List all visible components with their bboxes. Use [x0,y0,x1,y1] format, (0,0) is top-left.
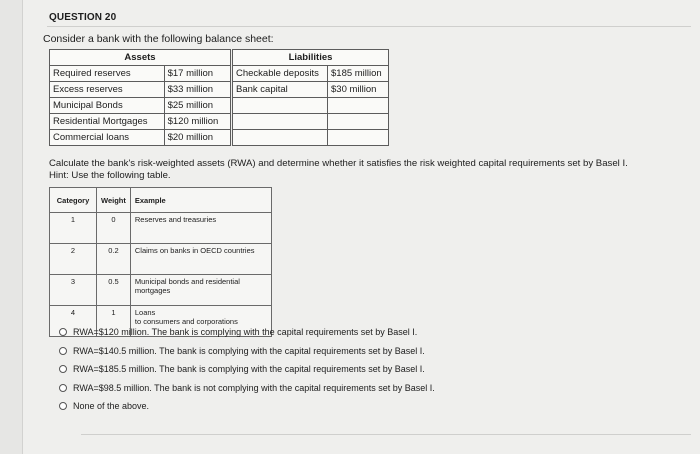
column-header: Category [50,188,97,213]
asset-label: Municipal Bonds [50,98,165,114]
liability-label: Bank capital [233,82,328,98]
radio-button[interactable] [59,384,67,392]
choice-label: RWA=$98.5 million. The bank is not complying with the capital requirements set by Basel I. [73,382,435,393]
table-row [50,275,272,306]
asset-value: $33 million [164,82,230,98]
choice-label: RWA=$120 million. The bank is complying with the capital requirements set by Basel I. [73,327,418,338]
risk-weight-table [49,187,272,337]
answer-choice-5[interactable] [59,397,435,416]
radio-button[interactable] [59,328,67,336]
weight-cell: 0.2 [97,244,131,275]
radio-button[interactable] [59,347,67,355]
table-row [50,66,231,82]
table-row [233,82,389,98]
category-cell: 3 [50,275,97,306]
answer-choices [59,323,435,416]
liabilities-header: Liabilities [233,50,389,66]
table-row [50,213,272,244]
column-header: Weight [97,188,131,213]
category-cell: 2 [50,244,97,275]
question-title: QUESTION 20 [49,12,117,23]
table-row [50,130,231,146]
asset-label: Commercial loans [50,130,165,146]
asset-value: $25 million [164,98,230,114]
choice-label: None of the above. [73,401,150,412]
example-line: to consumers and corporations [134,317,238,326]
answer-choice-4[interactable] [59,379,435,398]
assets-table [49,49,231,146]
example-cell [130,244,271,275]
empty-cell [233,98,328,114]
table-row [50,244,272,275]
table-row [233,66,389,82]
example-line: Loans [134,308,156,317]
empty-cell [328,114,389,130]
liabilities-table [232,49,389,146]
liability-label: Checkable deposits [233,66,328,82]
asset-label: Residential Mortgages [50,114,165,130]
answer-choice-2[interactable] [59,342,435,361]
example-line: mortgages [134,286,171,295]
weight-cell: 1 [97,306,131,337]
example-cell [130,275,271,306]
table-row [50,82,231,98]
category-cell: 1 [50,213,97,244]
asset-label: Required reserves [50,66,165,82]
asset-value: $120 million [164,114,230,130]
column-header: Example [130,188,271,213]
weight-cell: 0.5 [97,275,131,306]
choice-label: RWA=$185.5 million. The bank is complying with the capital requirements set by Basel I. [73,364,425,375]
liability-value: $30 million [328,82,389,98]
radio-button[interactable] [59,365,67,373]
question-page [22,0,700,454]
asset-value: $17 million [164,66,230,82]
table-row [50,114,231,130]
bottom-divider [81,434,691,435]
empty-cell [233,130,328,146]
table-header-row [50,188,272,213]
asset-value: $20 million [164,130,230,146]
title-divider [47,26,691,27]
empty-cell [328,130,389,146]
answer-choice-3[interactable] [59,360,435,379]
table-row [233,130,389,146]
instructions-text: Calculate the bank's risk-weighted assets (RWA) and determine whether it satisfies the risk weighted capital requirements set by Basel I. [49,158,628,169]
example-line: Claims on banks in OECD countries [134,246,255,255]
empty-cell [328,98,389,114]
weight-cell: 0 [97,213,131,244]
question-prompt: Consider a bank with the following balance sheet: [43,33,274,45]
example-cell [130,213,271,244]
example-line: Municipal bonds and residential [134,277,240,286]
table-row [233,98,389,114]
example-line: Reserves and treasuries [134,215,217,224]
table-row [50,98,231,114]
empty-cell [233,114,328,130]
answer-choice-1[interactable] [59,323,435,342]
table-row [233,114,389,130]
liability-value: $185 million [328,66,389,82]
hint-text: Hint: Use the following table. [49,170,171,181]
choice-label: RWA=$140.5 million. The bank is complying with the capital requirements set by Basel I. [73,345,425,356]
assets-header: Assets [50,50,231,66]
category-cell: 4 [50,306,97,337]
radio-button[interactable] [59,402,67,410]
asset-label: Excess reserves [50,82,165,98]
